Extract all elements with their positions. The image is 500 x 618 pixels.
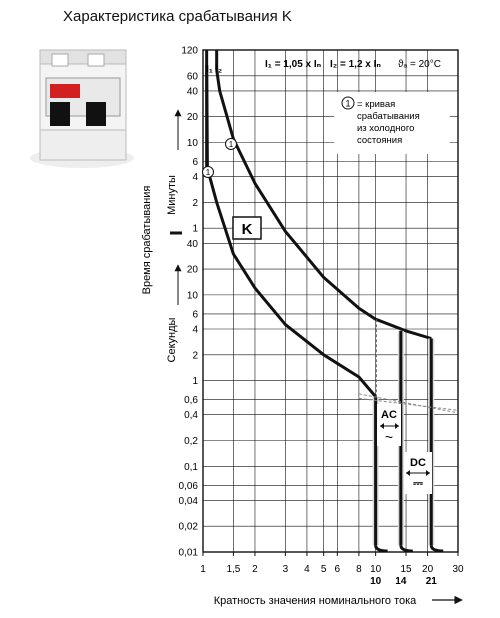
x-tick-label: 8 — [356, 564, 362, 575]
y-tick-label-minutes: 2 — [192, 197, 198, 209]
y-tick-label-seconds: 0,02 — [178, 521, 198, 533]
y-unit-minutes-label: Минуты — [166, 175, 178, 215]
x-extra-label: 14 — [395, 576, 407, 587]
legend-i1: I₁ = 1,05 x Iₙ — [265, 59, 322, 70]
y-tick-label-seconds: 6 — [192, 309, 198, 321]
x-tick-label: 30 — [452, 564, 464, 575]
y-tick-label-seconds: 1 — [192, 376, 198, 388]
svg-text:1: 1 — [228, 140, 234, 149]
y-tick-label-seconds: 40 — [186, 238, 198, 250]
y-tick-label-minutes: 120 — [181, 45, 198, 57]
marker-i1-label: I₁ — [206, 64, 213, 75]
note-marker-number: 1 — [345, 98, 351, 109]
y-tick-label-minutes: 6 — [192, 157, 198, 169]
x-tick-label: 4 — [304, 564, 310, 575]
vertical-foot-1 — [401, 545, 413, 551]
y-unit-seconds-label: Секунды — [166, 317, 178, 363]
y-tick-label-minutes: 1 — [192, 223, 198, 235]
note-line-3: из холодного — [357, 123, 415, 134]
vertical-foot-0 — [376, 545, 388, 551]
x-tick-label: 10 — [370, 564, 382, 575]
y-tick-label-seconds: 4 — [192, 324, 198, 336]
x-tick-label: 1 — [200, 564, 206, 575]
x-tick-label: 3 — [282, 564, 289, 575]
svg-text:1: 1 — [205, 168, 211, 177]
y-tick-label-minutes: 40 — [186, 86, 198, 98]
x-tick-label: 2 — [252, 564, 258, 575]
cold-curve-marker-upper — [226, 139, 237, 150]
curve-type-label: K — [241, 221, 253, 238]
y-axis-title: Время срабатывания — [141, 185, 153, 295]
y-tick-label-seconds: 0,04 — [178, 495, 198, 507]
x-tick-label: 20 — [422, 564, 434, 575]
page-title: Характеристика срабатывания K — [63, 8, 292, 25]
y-tick-label-minutes: 60 — [186, 71, 198, 83]
cold-curve-marker-lower — [203, 167, 214, 178]
y-tick-label-seconds: 0,6 — [184, 395, 198, 407]
y-tick-label-seconds: 20 — [186, 264, 198, 276]
x-extra-label: 21 — [425, 576, 437, 587]
y-tick-label-seconds: 0,2 — [184, 435, 198, 447]
x-tick-label: 5 — [320, 564, 327, 575]
dc-label: DC — [410, 457, 426, 469]
y-tick-label-seconds: 0,06 — [178, 480, 198, 492]
x-extra-label: 10 — [370, 576, 382, 587]
ac-label: AC — [381, 409, 397, 421]
y-tick-label-seconds: 2 — [192, 350, 198, 362]
dc-symbol: ⎓ — [413, 476, 423, 490]
y-tick-label-minutes: 10 — [186, 137, 198, 149]
legend-i2: I₂ = 1,2 x Iₙ — [330, 59, 381, 70]
y-tick-label-seconds: 0,1 — [184, 461, 198, 473]
y-tick-label-seconds: 10 — [186, 290, 198, 302]
y-tick-label-minutes: 20 — [186, 112, 198, 124]
y-tick-label-seconds: 0,01 — [178, 547, 198, 559]
marker-i2-label: I₂ — [215, 64, 223, 75]
vertical-foot-2 — [431, 545, 443, 551]
y-tick-label-seconds: 0,4 — [184, 410, 198, 422]
note-line-2: срабатывания — [357, 111, 420, 122]
x-tick-label: 15 — [400, 564, 412, 575]
note-line-4: состояния — [357, 135, 403, 146]
note-line-1: = кривая — [357, 99, 396, 110]
x-tick-label: 1,5 — [226, 564, 241, 575]
y-tick-label-minutes: 4 — [192, 172, 198, 184]
x-tick-label: 6 — [334, 564, 341, 575]
ac-symbol: ~ — [384, 429, 394, 445]
x-axis-title: Кратность значения номинального тока — [213, 595, 417, 607]
legend-ambient-temp: ϑₐ = 20°C — [398, 59, 441, 70]
